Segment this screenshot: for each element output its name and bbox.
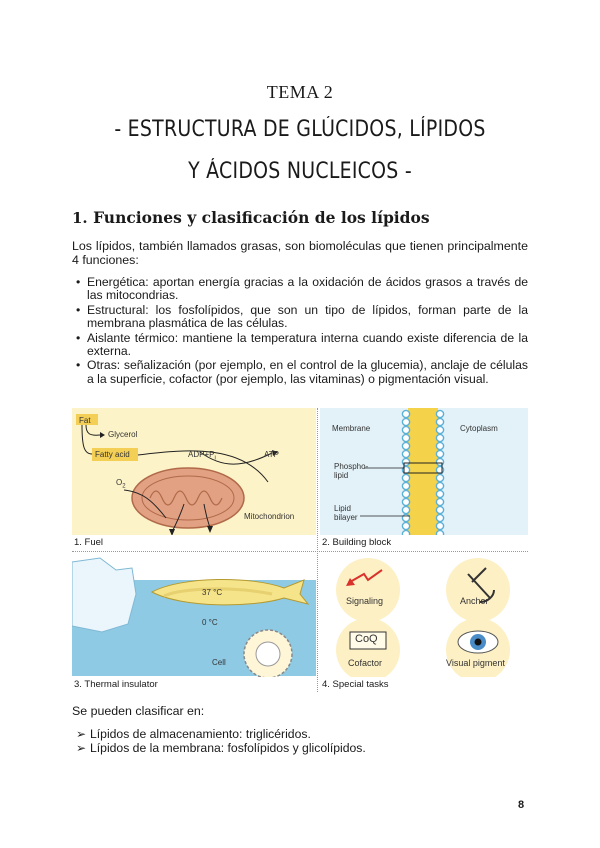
phospholipid-head [402,426,409,433]
phospholipid-head [436,514,443,521]
list-item [72,304,528,331]
phospholipid-head [402,434,409,441]
bilayer-label [334,504,358,522]
signaling-label: Signaling [346,596,384,606]
list-item-text: Energética: aportan energía gracias a la oxidación de ácidos grasos a través de las mitocondrias. [87,275,528,303]
bilayer-line-1: Lipid [334,504,351,513]
phospholipid-head [436,498,443,505]
arrow-to-glycerol [86,425,100,435]
lipid-bilayer-core [408,408,438,535]
section-heading [72,208,430,227]
adp-label [188,450,216,462]
list-item [72,359,528,386]
cofactor-circle [336,618,400,682]
phospholipid-head [402,482,409,489]
glycerol-label: Glycerol [108,430,138,439]
coq-label: CoQ [355,633,378,645]
o2-text: O [116,478,123,487]
phospholipid-head [402,522,409,529]
eye-pupil [475,639,482,646]
phospholipid-head [402,450,409,457]
phospholipid-head [436,450,443,457]
list-item-text: Aislante térmico: mantiene la temperatura interna cuando existe diferencia de la externa. [87,330,528,359]
phospholipid-head [436,506,443,513]
page-title-line-1: - ESTRUCTURA DE GLÚCIDOS, LÍPIDOS [114,117,486,142]
internal-temperature: 37 °C [202,588,223,597]
phospholipid-head [436,458,443,465]
phospholipid-head [436,442,443,449]
fat-label: Fat [79,416,91,425]
panel-caption: 2. Building block [320,535,528,550]
atp-label: ATP [264,450,279,459]
phospholipid-head [402,442,409,449]
o2-sub: 2 [122,483,126,490]
signaling-circle [336,558,400,622]
fatty-acid-label: Fatty acid [95,450,130,459]
list-item [72,332,528,359]
anchor-label: Anchor [460,596,489,606]
panel-caption: 4. Special tasks [320,677,528,692]
phospholipid-head [402,514,409,521]
arrow-bullet-icon: ➢ [76,727,87,741]
list-item [72,276,528,303]
bullet-glyph: • [76,275,81,289]
arrow-bullet-icon: ➢ [76,741,87,755]
phospholipid-head [436,482,443,489]
adp-text: ADP+P [188,450,215,459]
phospholipid-head [436,474,443,481]
bilayer-line-2: bilayer [334,513,358,522]
phospholipid-head [402,506,409,513]
arrowhead [100,432,105,438]
phospholipid-head [402,474,409,481]
membrane-label: Membrane [332,424,371,433]
phospholipid-head [436,434,443,441]
phospholipid-head [402,498,409,505]
figure-divider-horizontal [72,551,528,552]
list-item-text: Otras: señalización (por ejemplo, en el control de la glucemia), anclaje de células a la superficie, cofactor (por ejemplo, las vitaminas) o pigmentación visual. [87,358,528,386]
panel-fuel [72,408,316,550]
bullet-glyph: • [76,302,81,317]
phospholipid-head [436,410,443,417]
thermal-illustration [72,554,316,692]
panel-special-tasks [320,554,528,692]
panel-caption: 3. Thermal insulator [72,677,316,692]
phospholipid-head [436,522,443,529]
mitochondrion-icon [132,468,244,528]
arrowhead [207,526,213,533]
phospholipid-head [402,410,409,417]
page-number: 8 [518,799,525,811]
bullet-glyph: • [76,358,81,373]
lipid-functions-figure [72,408,528,692]
visual-pigment-label: Visual pigment [446,658,505,668]
list-item-text: Estructural: los fosfolípidos, que son un tipo de lípidos, forman parte de la membrana plasmática de las células. [87,302,528,331]
phospholipid-label [334,462,368,480]
phospholipid-line-1: Phospho- [334,462,369,471]
anchor-circle [446,558,510,622]
mitochondrion-label: Mitochondrion [244,512,295,521]
topic-label: TEMA 2 [266,82,334,102]
classification-intro: Se pueden clasificar en: [72,704,205,718]
list-item-text: Lípidos de la membrana: fosfolípidos y glicolípidos. [90,741,366,755]
figure-divider-vertical [317,408,318,692]
cytoplasm-label: Cytoplasm [460,424,498,433]
special-tasks-illustration [320,554,528,692]
phospholipid-head [402,458,409,465]
cell-label: Cell [212,658,226,667]
list-item-text: Lípidos de almacenamiento: triglicéridos. [90,727,311,741]
phospholipid-line-2: lipid [334,471,349,480]
section-heading-text: Funciones y clasificación de los lípidos [93,208,430,227]
page-title-line-2: Y ÁCIDOS NUCLEICOS - [188,159,412,184]
section-number: 1. [72,209,88,227]
phospholipid-head [436,426,443,433]
list-item [76,727,366,741]
bullet-glyph: • [76,330,81,345]
panel-building-block [320,408,528,550]
external-temperature: 0 °C [202,618,218,627]
classification-list [76,727,366,755]
intro-paragraph: Los lípidos, también llamados grasas, son biomoléculas que tienen principalmente 4 funciones: [72,239,528,267]
iceberg-icon [72,558,136,632]
phospholipid-head [402,418,409,425]
phospholipid-head [436,418,443,425]
functions-list [72,276,528,387]
o2-label [116,478,126,490]
list-item [76,741,366,755]
arrow-to-fatty-acid [82,425,92,454]
panel-thermal-insulator [72,554,316,692]
phospholipid-head [402,490,409,497]
cofactor-label: Cofactor [348,658,383,668]
phospholipid-head [436,490,443,497]
adp-sub: i [214,455,216,462]
panel-caption: 1. Fuel [72,535,316,550]
cell-nucleus [256,642,280,666]
